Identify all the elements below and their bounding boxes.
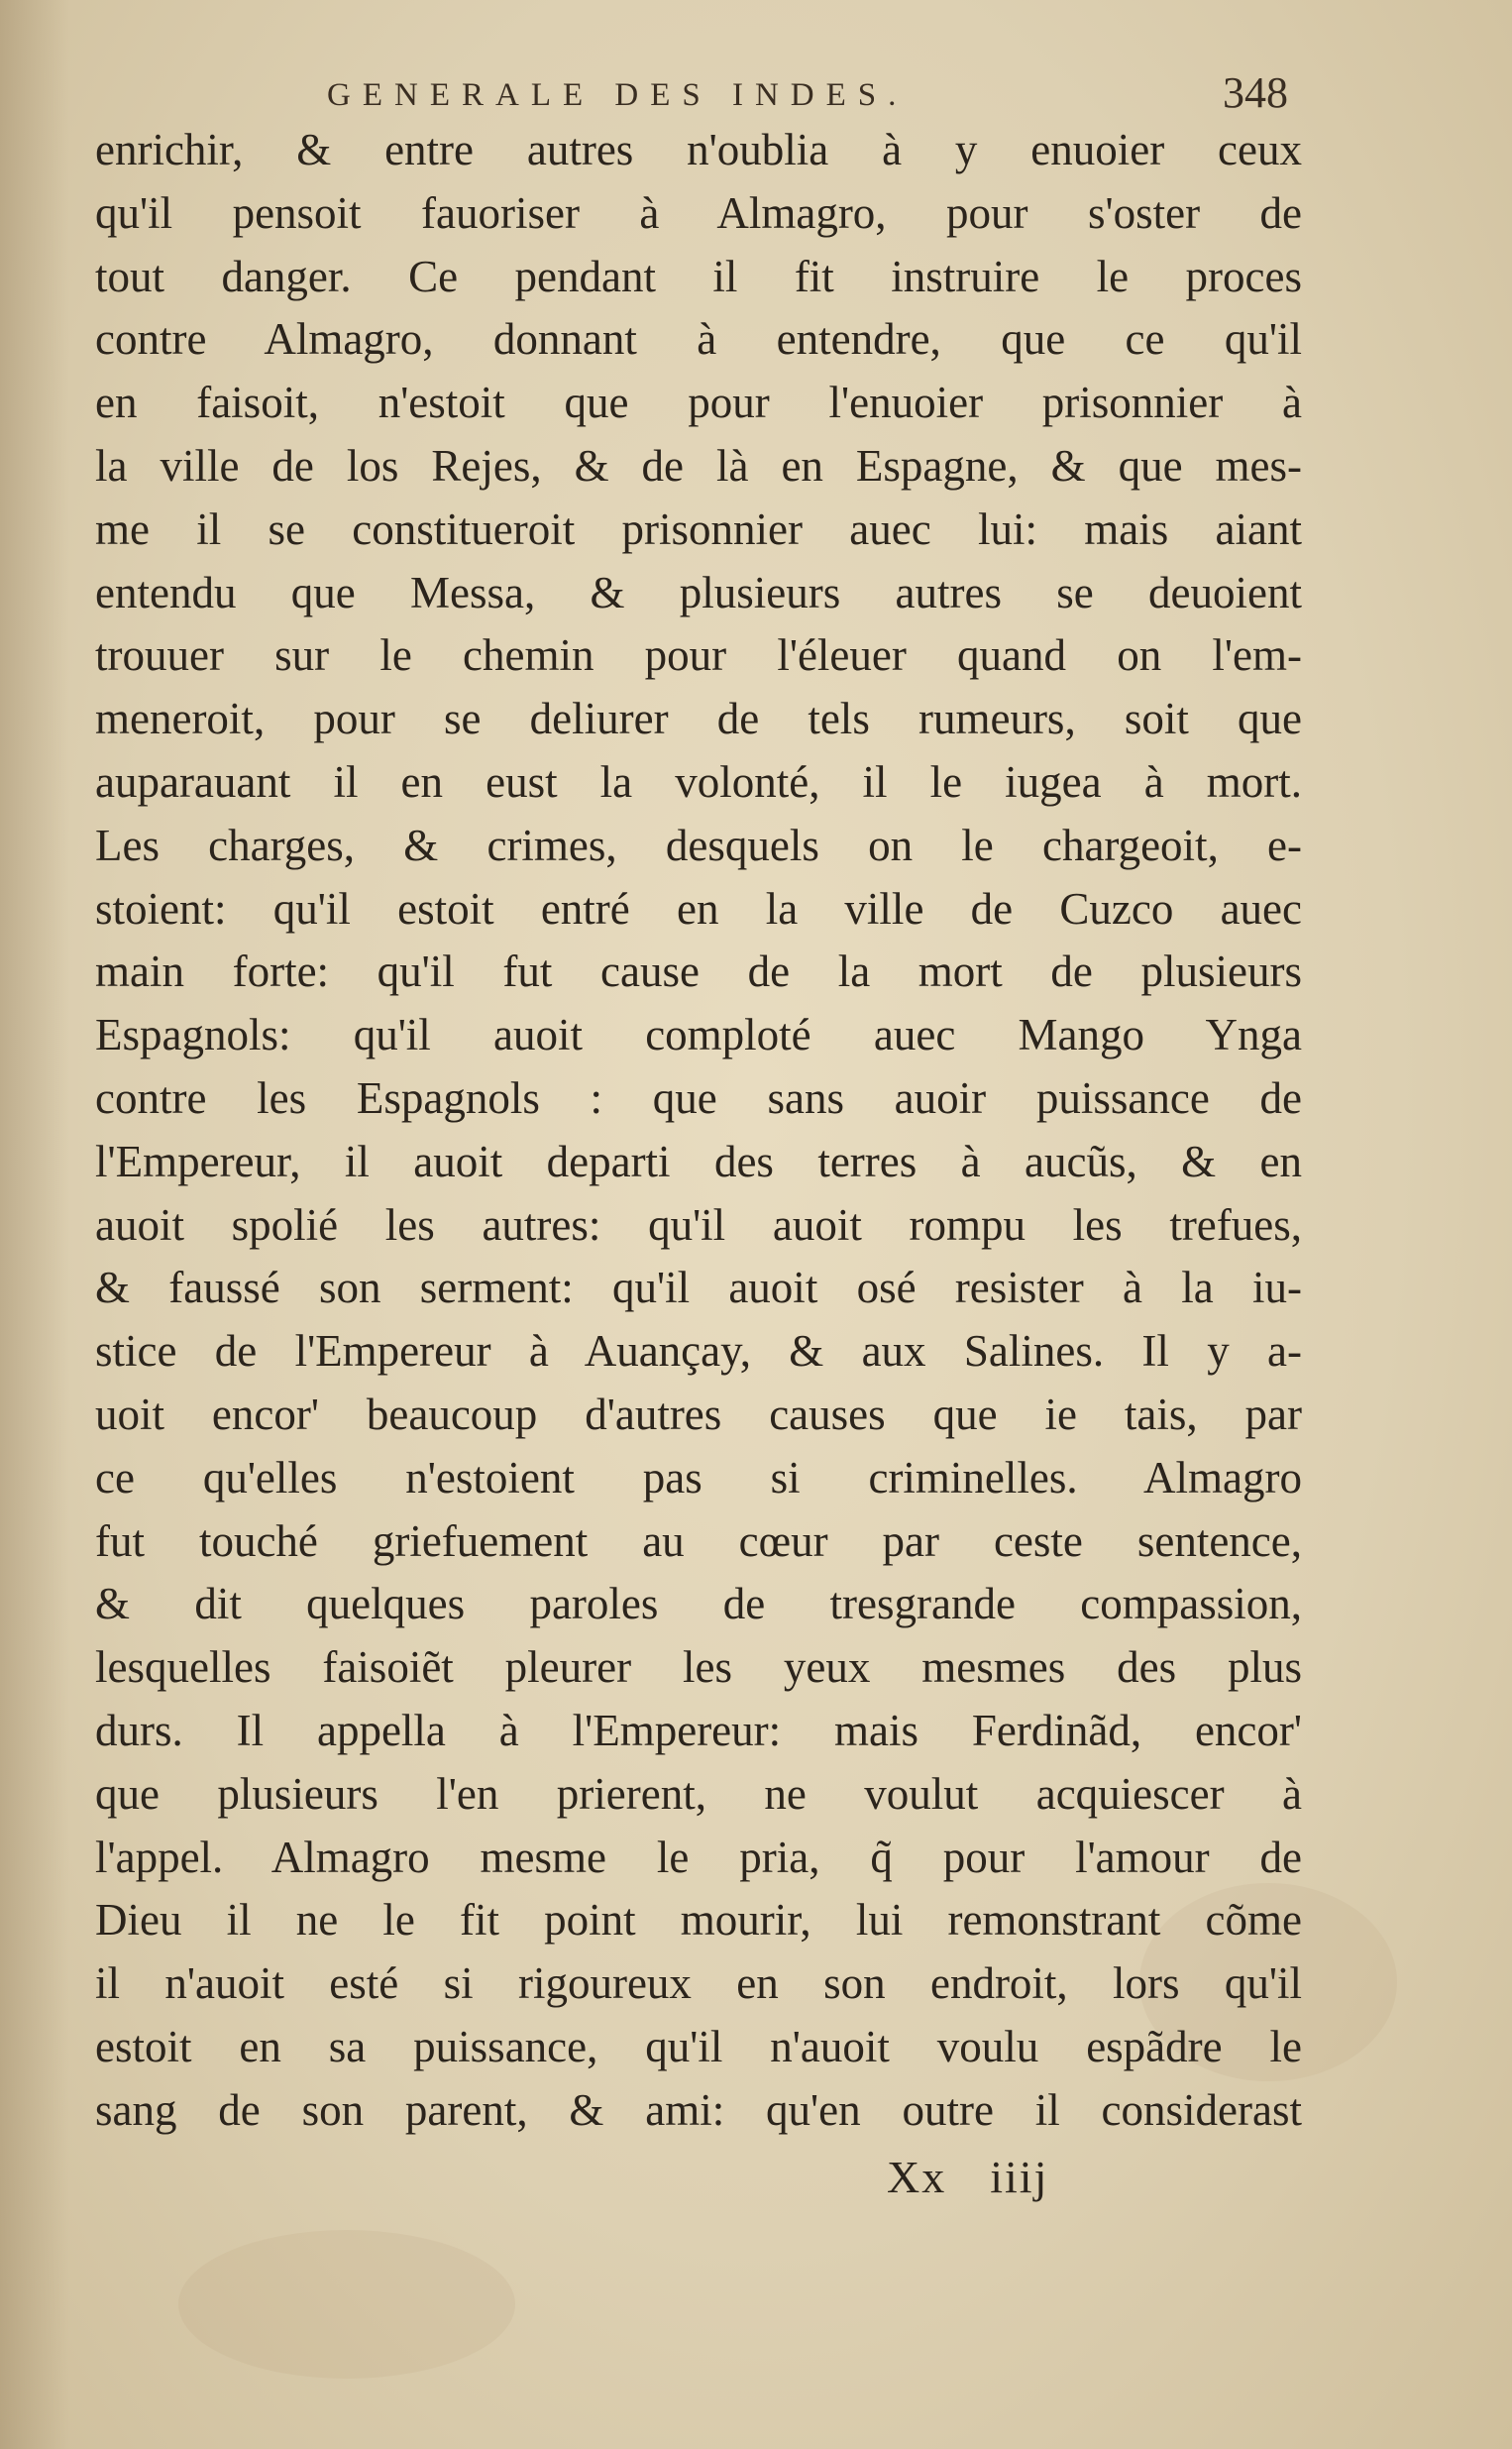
text-line: contre les Espagnols : que sans auoir puissance de [95,1072,1302,1123]
text-line: fut touché griefuement au cœur par ceste sentence, [95,1515,1302,1566]
text-line: lesquelles faisoiẽt pleurer les yeux mesmes des plus [95,1642,1302,1693]
text-line: auparauant il en eust la volonté, il le iugea à mort. [95,756,1302,807]
text-line: stoient: qu'il estoit entré en la ville de Cuzco auec [95,883,1302,934]
text-line: contre Almagro, donnant à entendre, que ce qu'il [95,314,1302,365]
text-line: entendu que Messa, & plusieurs autres se deuoient [95,567,1302,617]
text-line: durs. Il appella à l'Empereur: mais Ferdinãd, encor' [95,1705,1302,1755]
text-line: la ville de los Rejes, & de là en Espagne, & que mes- [95,440,1302,491]
text-line: sang de son parent, & ami: qu'en outre il considerast [95,2084,1302,2135]
text-line: uoit encor' beaucoup d'autres causes que ie tais, par [95,1389,1302,1439]
text-line: ce qu'elles n'estoient pas si criminelles. Almagro [95,1452,1302,1503]
text-line: l'Empereur, il auoit departi des terres à aucũs, & en [95,1136,1302,1186]
text-line: tout danger. Ce pendant il fit instruire le proces [95,251,1302,301]
running-head: GENERALE DES INDES. [327,77,909,113]
text-line: stice de l'Empereur à Auançay, & aux Salines. Il y a- [95,1326,1302,1377]
gutter-shadow [0,0,69,2449]
page-number: 348 [1223,68,1288,117]
text-line: il n'auoit esté si rigoureux en son endroit, lors qu'il [95,1958,1302,2009]
text-line: & faussé son serment: qu'il auoit osé resister à la iu- [95,1263,1302,1313]
page-header [327,67,1308,119]
text-line: qu'il pensoit fauoriser à Almagro, pour s'oster de [95,187,1302,238]
text-line: Espagnols: qu'il auoit comploté auec Mango Ynga [95,1010,1302,1060]
signature-letters: Xx [887,2152,947,2202]
body-text [95,119,1302,2143]
text-line: Les charges, & crimes, desquels on le chargeoit, e- [95,820,1302,870]
signature-number: iiij [990,2152,1049,2202]
text-line: meneroit, pour se deliurer de tels rumeurs, soit que [95,694,1302,744]
signature-mark [887,2151,1048,2203]
text-line: trouuer sur le chemin pour l'éleuer quand on l'em- [95,630,1302,681]
text-line: en faisoit, n'estoit que pour l'enuoier prisonnier à [95,378,1302,428]
paper-stain [178,2230,515,2379]
text-line: main forte: qu'il fut cause de la mort de plusieurs [95,946,1302,997]
text-line: auoit spolié les autres: qu'il auoit rompu les trefues, [95,1199,1302,1250]
text-line: & dit quelques paroles de tresgrande compassion, [95,1579,1302,1629]
text-line: estoit en sa puissance, qu'il n'auoit voulu espãdre le [95,2021,1302,2071]
text-line: l'appel. Almagro mesme le pria, q̃ pour l'amour de [95,1832,1302,1882]
text-line: que plusieurs l'en prierent, ne voulut acquiescer à [95,1768,1302,1819]
text-line: me il se constitueroit prisonnier auec lui: mais aiant [95,503,1302,554]
text-line: Dieu il ne le fit point mourir, lui remonstrant cõme [95,1895,1302,1946]
text-line: enrichir, & entre autres n'oublia à y enuoier ceux [95,125,1302,174]
